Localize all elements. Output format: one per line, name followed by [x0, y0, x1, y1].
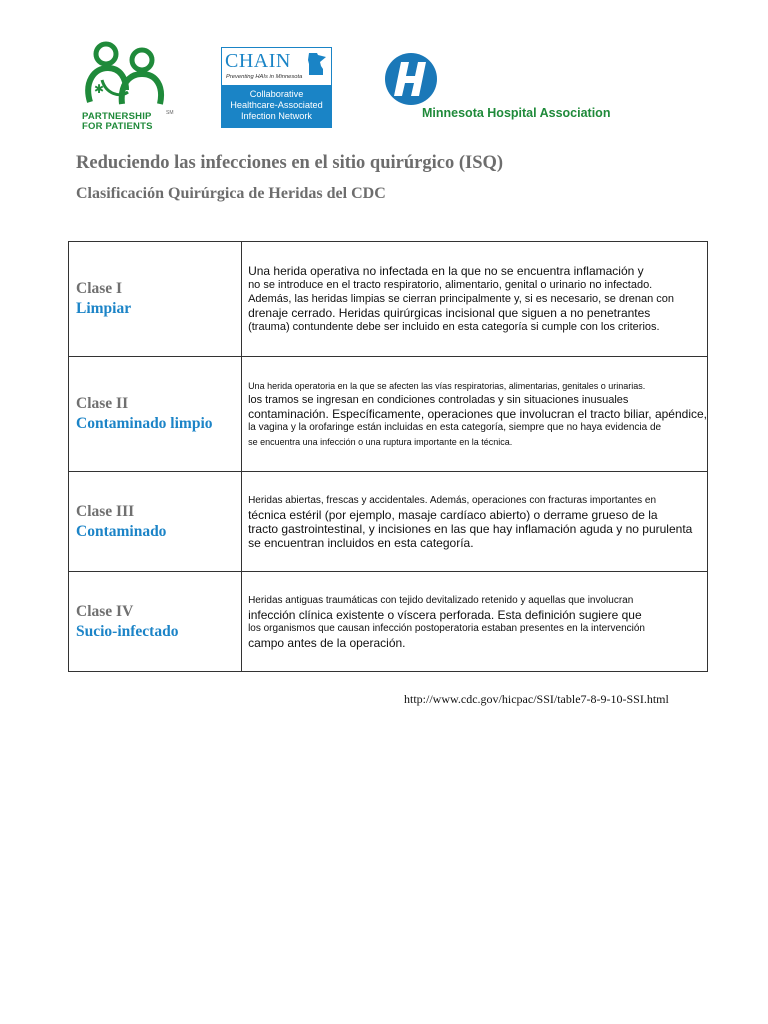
table-row — [69, 572, 708, 672]
pfp-wordmark: PARTNERSHIP FOR PATIENTS — [82, 111, 153, 132]
svg-text:✱: ✱ — [94, 82, 105, 96]
description-line: no se introduce en el tracto respiratorio, alimentario, genital o urinario no infectado. — [248, 279, 653, 291]
class-cell — [69, 472, 242, 572]
table-row — [69, 242, 708, 357]
pfp-service-mark: SM — [166, 110, 174, 116]
class-cell — [69, 572, 242, 672]
description-line: los organismos que causan infección postoperatoria estaban presentes en la intervención — [248, 622, 645, 634]
description-line: técnica estéril (por ejemplo, masaje cardíaco abierto) o derrame grueso de la — [248, 507, 658, 522]
class-name: Sucio-infectado — [76, 622, 179, 640]
description-cell — [242, 357, 708, 472]
class-name: Contaminado limpio — [76, 415, 213, 432]
mha-wordmark: Minnesota Hospital Association — [422, 106, 611, 120]
page-subtitle: Clasificación Quirúrgica de Heridas del CDC — [76, 185, 386, 202]
description-line: Heridas antiguas traumáticas con tejido devitalizado retenido y aquellas que involucran — [248, 594, 634, 606]
description-line: Además, las heridas limpias se cierran principalmente y, si es necesario, se drenan con — [248, 293, 675, 305]
class-cell — [69, 357, 242, 472]
description-line: drenaje cerrado. Heridas quirúrgicas incisional que siguen a no penetrantes — [248, 306, 651, 320]
class-label: Clase I — [76, 280, 123, 297]
partnership-figures-icon — [76, 38, 176, 110]
table-row — [69, 357, 708, 472]
description-line: Una herida operativa no infectada en la que no se encuentra inflamación y — [248, 264, 644, 278]
hospital-h-icon — [384, 52, 438, 106]
description-line: tracto gastrointestinal, y incisiones en las que hay inflamación aguda y no purulenta — [248, 521, 693, 536]
minnesota-hospital-association-logo — [384, 52, 644, 122]
class-name: Limpiar — [76, 300, 132, 317]
description-line: contaminación. Específicamente, operaciones que involucran el tracto biliar, apéndice, — [248, 407, 707, 421]
description-line: se encuentran incluidos en esta categoría. — [248, 535, 474, 550]
class-cell — [69, 242, 242, 357]
description-line: infección clínica existente o víscera perforada. Esta definición sugiere que — [248, 607, 642, 622]
description-line: Una herida operatoria en la que se afecten las vías respiratorias, alimentarias, genitales o urinarias. — [248, 381, 646, 391]
source-url[interactable]: http://www.cdc.gov/hicpac/SSI/table7-8-9-10-SSI.html — [404, 692, 669, 706]
description-line: (trauma) contundente debe ser incluido en esta categoría si cumple con los criterios. — [248, 321, 660, 333]
logo-bar — [0, 38, 768, 138]
class-name: Contaminado — [76, 522, 167, 540]
description-cell — [242, 572, 708, 672]
wound-classification-table — [68, 241, 708, 672]
table-row — [69, 472, 708, 572]
description-line: Heridas abiertas, frescas y accidentales. Además, operaciones con fracturas importantes en — [248, 494, 657, 506]
chain-logo — [221, 47, 332, 128]
description-line: campo antes de la operación. — [248, 635, 406, 650]
class-label: Clase IV — [76, 602, 134, 620]
description-line: la vagina y la orofaringe están incluidas en esta categoría, siempre que no haya evidencia de — [248, 422, 662, 433]
chain-title: CHAIN — [225, 50, 291, 72]
description-line: los tramos se ingresan en condiciones controladas y sin situaciones inusuales — [248, 394, 629, 406]
chain-tagline: Preventing HAIs in Minnesota — [226, 74, 303, 80]
description-cell — [242, 472, 708, 572]
class-label: Clase II — [76, 395, 129, 412]
description-cell — [242, 242, 708, 357]
class-label: Clase III — [76, 502, 135, 520]
chain-network-text: Collaborative Healthcare-Associated Infection Network — [222, 85, 331, 128]
partnership-for-patients-logo — [76, 38, 176, 138]
minnesota-state-icon — [307, 52, 327, 76]
description-line: se encuentra una infección o una ruptura importante en la técnica. — [248, 437, 513, 447]
page-title: Reduciendo las infecciones en el sitio quirúrgico (ISQ) — [76, 153, 504, 173]
